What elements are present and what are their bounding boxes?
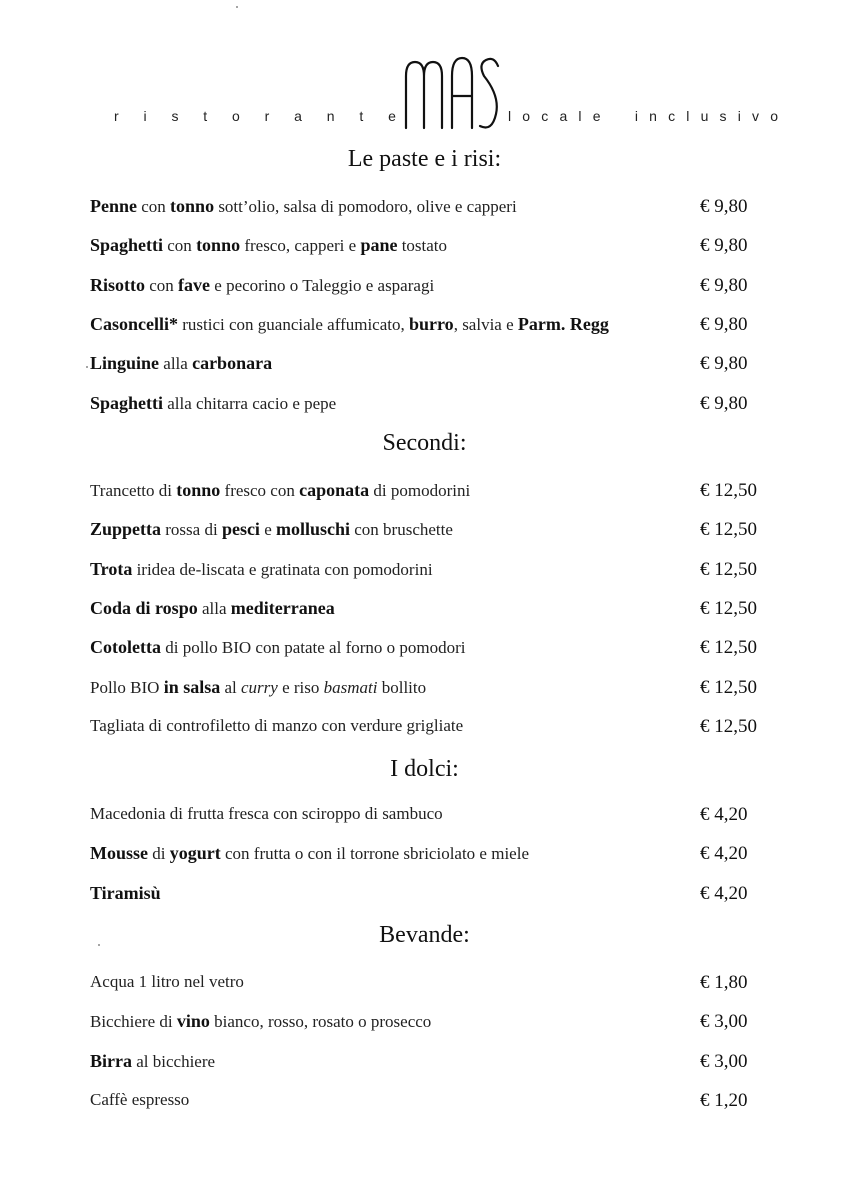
menu-item-text: e pecorino o Taleggio e asparagi xyxy=(210,275,435,295)
menu-item-text: Cotoletta xyxy=(90,637,161,658)
tagline-letter: e xyxy=(388,108,396,124)
tagline-letter: t xyxy=(359,108,364,124)
menu-item xyxy=(90,235,770,263)
tagline-letter: i xyxy=(737,108,741,124)
menu-item-description xyxy=(90,480,470,501)
tagline-letter: s xyxy=(171,108,179,124)
menu-item xyxy=(90,972,770,1000)
menu-item-price: € 9,80 xyxy=(700,353,748,375)
menu-item-text: al xyxy=(220,677,241,697)
tagline-letter: s xyxy=(719,108,727,124)
section-title: Secondi: xyxy=(382,430,467,456)
menu-item-price: € 12,50 xyxy=(700,676,757,698)
menu-item-text: Acqua 1 litro nel vetro xyxy=(90,972,244,991)
menu-item-description xyxy=(90,235,447,256)
menu-item xyxy=(90,1011,770,1039)
menu-item-price: € 9,80 xyxy=(700,274,748,296)
menu-item xyxy=(90,275,770,303)
menu-item-price: € 1,20 xyxy=(700,1089,748,1111)
menu-item-price: € 9,80 xyxy=(700,392,748,414)
tagline-letter: i xyxy=(634,108,638,124)
menu-item-price: € 12,50 xyxy=(700,637,757,659)
menu-item-text: fave xyxy=(178,274,211,295)
menu-item-price: € 12,50 xyxy=(700,558,757,580)
tagline-letter: l xyxy=(508,108,512,124)
tagline-letter: o xyxy=(770,108,778,124)
menu-item-text: e riso xyxy=(277,677,324,697)
tagline-letter xyxy=(612,108,624,124)
menu-item-text: fresco, capperi e xyxy=(240,236,361,256)
menu-item-price: € 12,50 xyxy=(700,480,757,501)
tagline-letter: v xyxy=(752,108,760,124)
menu-item-text: Tiramisù xyxy=(90,882,161,903)
menu-item-text: Coda di rospo xyxy=(90,597,198,618)
menu-item-price: € 9,80 xyxy=(700,235,748,257)
menu-item xyxy=(90,883,770,911)
menu-item xyxy=(90,677,770,705)
menu-item-description xyxy=(90,677,426,698)
menu-item-text: tonno xyxy=(196,235,241,256)
menu-item-description xyxy=(90,353,272,374)
tagline-letter: c xyxy=(668,108,676,124)
menu-item-text: pesci xyxy=(221,519,260,540)
tagline-letter: r xyxy=(114,108,119,124)
menu-item-description xyxy=(90,972,244,992)
menu-item-text: rossa di xyxy=(161,520,222,540)
menu-item-price: € 9,80 xyxy=(700,313,748,335)
menu-item-text: Zuppetta xyxy=(90,519,162,540)
menu-item-text: alla chitarra cacio e pepe xyxy=(163,393,337,413)
menu-item-text: Birra xyxy=(90,1050,132,1071)
menu-item-text: bollito xyxy=(377,677,427,697)
menu-item-text: caponata xyxy=(299,480,370,500)
menu-item-text: Macedonia di frutta fresca con sciroppo di sambuco xyxy=(90,804,443,823)
tagline-locale-inclusivo xyxy=(508,108,778,124)
menu-item-text: Pollo BIO xyxy=(90,677,164,697)
menu-item-description xyxy=(90,393,336,414)
menu-item-description xyxy=(90,1051,215,1072)
menu-item-description xyxy=(90,637,466,658)
menu-item-description xyxy=(90,559,433,580)
menu-item-text: Trancetto di xyxy=(90,481,177,500)
tagline-letter: e xyxy=(592,108,601,124)
menu-header xyxy=(0,0,849,140)
menu-item-description xyxy=(90,196,517,217)
menu-item-text: alla xyxy=(197,598,231,618)
menu-item xyxy=(90,393,770,421)
menu-item-text: Spaghetti xyxy=(90,392,164,413)
tagline-letter: n xyxy=(649,108,657,124)
menu-item-price: € 9,80 xyxy=(700,196,748,217)
menu-item-text: rustici con guanciale affumicato, xyxy=(178,314,409,334)
menu-item-text: Spaghetti xyxy=(90,235,164,256)
menu-item-description xyxy=(90,716,463,736)
menu-item-price: € 4,20 xyxy=(700,804,748,825)
menu-item-description xyxy=(90,598,335,619)
menu-item-text: Tagliata di controfiletto di manzo con verdure grigliate xyxy=(90,715,464,735)
menu-item xyxy=(90,480,770,508)
tagline-letter: u xyxy=(700,108,709,124)
menu-item-description xyxy=(90,275,434,296)
scan-speck xyxy=(86,366,88,368)
tagline-letter: o xyxy=(522,108,531,124)
menu-item xyxy=(90,1051,770,1079)
tagline-letter: i xyxy=(143,108,147,124)
menu-item xyxy=(90,196,770,224)
menu-item xyxy=(90,598,770,626)
section-title: Bevande: xyxy=(379,922,470,948)
menu-item-description xyxy=(90,843,529,864)
menu-item xyxy=(90,637,770,665)
tagline-letter: c xyxy=(541,108,549,124)
menu-item-text: bianco, rosso, rosato o prosecco xyxy=(209,1012,432,1032)
tagline-letter: a xyxy=(559,108,568,124)
menu-item xyxy=(90,843,770,871)
tagline-letter: a xyxy=(294,108,302,124)
menu-item-text: al bicchiere xyxy=(132,1051,216,1071)
menu-item-text: Penne xyxy=(90,196,137,216)
menu-item-price: € 12,50 xyxy=(700,715,757,737)
menu-item-price: € 4,20 xyxy=(700,843,748,865)
section-title: Le paste e i risi: xyxy=(347,146,502,172)
menu-item-text: con xyxy=(137,197,171,216)
tagline-letter: o xyxy=(232,108,240,124)
menu-item-text: e xyxy=(259,520,276,540)
menu-item-text: di pollo BIO con patate al forno o pomodori xyxy=(160,638,466,658)
menu-item-price: € 12,50 xyxy=(700,597,757,619)
menu-item-text: Casoncelli* xyxy=(90,313,178,334)
menu-item-text: Caffè espresso xyxy=(90,1089,190,1109)
menu-item-price: € 1,80 xyxy=(700,972,748,993)
menu-item xyxy=(90,1090,770,1118)
menu-item xyxy=(90,716,770,744)
menu-item-description xyxy=(90,1090,189,1110)
menu-item-text: alla xyxy=(159,354,193,374)
menu-item xyxy=(90,559,770,587)
menu-item-text: con xyxy=(163,236,197,256)
menu-item-price: € 4,20 xyxy=(700,882,748,904)
menu-item-text: Linguine xyxy=(90,353,160,374)
menu-item-price: € 3,00 xyxy=(700,1011,748,1033)
section-title: I dolci: xyxy=(390,756,459,782)
menu-item-text: Risotto xyxy=(90,274,145,295)
menu-item-text: tostato xyxy=(397,236,448,256)
menu-item-text: tonno xyxy=(176,480,221,500)
menu-item-text: sott’olio, salsa di pomodoro, olive e capperi xyxy=(214,197,517,216)
menu-item xyxy=(90,519,770,547)
menu-item-price: € 12,50 xyxy=(700,519,757,541)
tagline-letter: t xyxy=(203,108,208,124)
menu-item-description xyxy=(90,1011,431,1032)
tagline-letter: l xyxy=(686,108,690,124)
menu-item-text: in salsa xyxy=(163,676,221,697)
menu-item-text: Bicchiere di xyxy=(90,1012,177,1032)
menu-item-price: € 3,00 xyxy=(700,1050,748,1072)
menu-item-description xyxy=(90,519,453,540)
menu-item-text: carbonara xyxy=(192,353,273,374)
menu-item-text: con xyxy=(145,275,179,295)
mas-logo xyxy=(400,52,504,132)
tagline-letter: n xyxy=(326,108,335,124)
menu-item xyxy=(90,314,770,342)
tagline-ristorante xyxy=(114,108,396,124)
scan-speck xyxy=(236,6,238,8)
menu-item-text: con bruschette xyxy=(350,520,453,540)
menu-item-text: tonno xyxy=(170,196,215,216)
menu-item-text: vino xyxy=(176,1011,210,1032)
menu-item-text: yogurt xyxy=(169,843,221,864)
menu-item-text: Parm. Regg xyxy=(517,313,609,334)
menu-item-text: mediterranea xyxy=(230,597,335,618)
menu-item-text: di xyxy=(148,844,170,864)
menu-item xyxy=(90,353,770,381)
menu-item-description xyxy=(90,883,161,904)
menu-item-description xyxy=(90,314,609,335)
menu-item-text: molluschi xyxy=(275,519,350,540)
menu-item-text: iridea de-liscata e gratinata con pomodorini xyxy=(132,559,433,579)
menu-item-text: burro xyxy=(409,313,454,334)
menu-item xyxy=(90,804,770,832)
menu-item-text: Mousse xyxy=(90,843,148,864)
menu-item-description xyxy=(90,804,443,824)
menu-item-text: basmati xyxy=(323,677,378,697)
menu-item-text: fresco con xyxy=(220,481,300,500)
scan-speck xyxy=(98,944,100,946)
menu-item-text: , salvia e xyxy=(453,314,518,334)
tagline-letter: r xyxy=(264,108,270,124)
menu-item-text: Trota xyxy=(90,558,133,579)
mas-logo-mark xyxy=(400,52,504,132)
menu-item-text: curry xyxy=(241,677,278,697)
menu-item-text: di pomodorini xyxy=(369,481,471,500)
menu-item-text: pane xyxy=(360,235,398,256)
tagline-letter: l xyxy=(578,108,582,124)
menu-item-text: con frutta o con il torrone sbriciolato e miele xyxy=(220,844,529,864)
